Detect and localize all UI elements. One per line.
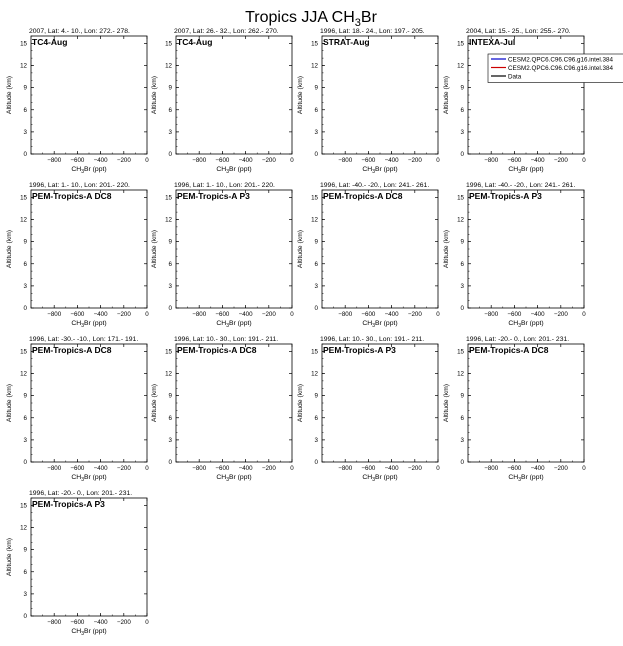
plot-frame (322, 344, 438, 462)
panel-header: 2007, Lat: 26.- 32., Lon: 262.- 270. (174, 28, 279, 35)
legend-label: CESM2.QPC6.C96.C96.g16.intel.384 (508, 64, 614, 72)
campaign-label: TC4-Aug (177, 37, 213, 47)
y-axis-label: Altitude (km) (297, 229, 304, 269)
y-tick-label: 12 (20, 370, 27, 378)
y-tick-label: 0 (168, 305, 172, 312)
x-tick-label: −800 (47, 157, 62, 164)
y-tick-label: 9 (23, 238, 27, 246)
x-axis-label: $CH_3Br$ (ppt) (216, 474, 252, 483)
x-tick-label: −800 (484, 157, 499, 164)
campaign-label: PEM-Tropics-A P3 (469, 191, 542, 201)
y-tick-label: 12 (457, 370, 464, 378)
panel-header: 1996, Lat: 1.- 10., Lon: 201.- 220. (174, 182, 275, 189)
y-tick-label: 0 (314, 305, 318, 312)
campaign-label: PEM-Tropics-A P3 (323, 345, 396, 355)
campaign-label: PEM-Tropics-A P3 (32, 499, 105, 509)
figure-title: Tropics JJA $CH_3Br$ (245, 9, 377, 29)
x-tick-label: 0 (290, 157, 294, 164)
y-tick-label: 3 (168, 128, 172, 136)
y-tick-label: 12 (165, 216, 172, 224)
y-axis-label: Altitude (km) (6, 229, 13, 269)
x-tick-label: 0 (290, 311, 294, 318)
x-tick-label: −600 (70, 157, 85, 164)
y-axis-label: Altitude (km) (151, 383, 158, 423)
x-tick-label: −400 (384, 465, 399, 472)
y-axis-label: Altitude (km) (297, 383, 304, 423)
x-tick-label: −600 (215, 157, 230, 164)
x-tick-label: −400 (238, 465, 253, 472)
chart-panel (297, 182, 440, 329)
x-tick-label: −800 (484, 311, 499, 318)
chart-panel (443, 28, 623, 175)
x-tick-label: −400 (93, 619, 108, 626)
x-tick-label: 0 (436, 157, 440, 164)
y-tick-label: 6 (23, 414, 27, 422)
y-tick-label: 6 (460, 414, 464, 422)
x-tick-label: 0 (145, 157, 149, 164)
y-axis-label: Altitude (km) (6, 537, 13, 577)
y-tick-label: 3 (23, 590, 27, 598)
x-axis-label: $CH_3Br$ (ppt) (71, 628, 107, 637)
y-axis-label: Altitude (km) (443, 75, 450, 115)
x-tick-label: −400 (530, 465, 545, 472)
x-axis-label: $CH_3Br$ (ppt) (216, 320, 252, 329)
y-tick-label: 12 (20, 524, 27, 532)
campaign-label: PEM-Tropics-A DC8 (177, 345, 257, 355)
y-axis-label: Altitude (km) (443, 383, 450, 423)
x-tick-label: −800 (192, 157, 207, 164)
chart-panel (297, 336, 440, 483)
plot-frame (468, 344, 584, 462)
y-tick-label: 3 (23, 128, 27, 136)
x-axis-label: $CH_3Br$ (ppt) (71, 474, 107, 483)
x-tick-label: 0 (145, 619, 149, 626)
x-tick-label: −600 (70, 465, 85, 472)
x-tick-label: 0 (145, 311, 149, 318)
y-tick-label: 0 (23, 613, 27, 620)
y-tick-label: 0 (23, 151, 27, 158)
y-tick-label: 3 (168, 436, 172, 444)
x-tick-label: −600 (361, 465, 376, 472)
y-tick-label: 3 (314, 282, 318, 290)
y-axis-label: Altitude (km) (443, 229, 450, 269)
y-tick-label: 15 (311, 348, 318, 356)
plot-frame (322, 36, 438, 154)
y-tick-label: 6 (168, 260, 172, 268)
y-tick-label: 6 (314, 260, 318, 268)
y-tick-label: 3 (314, 128, 318, 136)
campaign-label: STRAT-Aug (323, 37, 370, 47)
chart-panel (6, 182, 149, 329)
y-tick-label: 9 (314, 84, 318, 92)
chart-panel (6, 28, 149, 175)
x-tick-label: −400 (238, 311, 253, 318)
plot-frame (176, 36, 292, 154)
x-tick-label: −600 (215, 311, 230, 318)
y-tick-label: 12 (311, 62, 318, 70)
x-axis-label: $CH_3Br$ (ppt) (508, 320, 544, 329)
chart-panel (6, 336, 149, 483)
campaign-label: PEM-Tropics-A DC8 (32, 345, 112, 355)
plot-frame (176, 190, 292, 308)
x-tick-label: 0 (582, 311, 586, 318)
y-tick-label: 0 (314, 459, 318, 466)
y-tick-label: 0 (23, 459, 27, 466)
y-tick-label: 0 (168, 151, 172, 158)
legend-label: Data (508, 73, 522, 81)
x-tick-label: −600 (70, 619, 85, 626)
chart-panel (443, 336, 586, 483)
y-tick-label: 12 (457, 62, 464, 70)
y-tick-label: 6 (460, 106, 464, 114)
plot-frame (31, 36, 147, 154)
x-axis-label: $CH_3Br$ (ppt) (508, 166, 544, 175)
plot-frame (31, 498, 147, 616)
y-tick-label: 9 (314, 238, 318, 246)
panel-header: 1996, Lat: -20.- 0., Lon: 201.- 231. (29, 490, 133, 497)
y-tick-label: 3 (314, 436, 318, 444)
x-tick-label: −600 (507, 157, 522, 164)
x-tick-label: −800 (338, 465, 353, 472)
x-tick-label: −800 (484, 465, 499, 472)
y-tick-label: 9 (23, 392, 27, 400)
panel-header: 2007, Lat: 4.- 10., Lon: 272.- 278. (29, 28, 130, 35)
y-tick-label: 12 (165, 62, 172, 70)
y-tick-label: 15 (20, 348, 27, 356)
y-tick-label: 15 (311, 40, 318, 48)
x-tick-label: −600 (70, 311, 85, 318)
x-tick-label: −200 (553, 311, 568, 318)
x-tick-label: −800 (192, 311, 207, 318)
y-tick-label: 3 (168, 282, 172, 290)
x-axis-label: $CH_3Br$ (ppt) (71, 166, 107, 175)
x-tick-label: −200 (116, 619, 131, 626)
x-tick-label: −200 (116, 465, 131, 472)
x-axis-label: $CH_3Br$ (ppt) (362, 166, 398, 175)
x-tick-label: 0 (436, 465, 440, 472)
plot-frame (31, 190, 147, 308)
x-tick-label: −200 (407, 157, 422, 164)
campaign-label: INTEXA-Jul (469, 37, 516, 47)
campaign-label: PEM-Tropics-A DC8 (469, 345, 549, 355)
y-tick-label: 9 (168, 392, 172, 400)
x-tick-label: −200 (407, 465, 422, 472)
y-tick-label: 15 (457, 40, 464, 48)
y-tick-label: 15 (311, 194, 318, 202)
x-tick-label: −200 (553, 157, 568, 164)
y-tick-label: 3 (460, 128, 464, 136)
y-tick-label: 0 (460, 305, 464, 312)
y-tick-label: 12 (457, 216, 464, 224)
x-tick-label: 0 (582, 465, 586, 472)
chart-panel (6, 490, 149, 637)
x-tick-label: −200 (261, 311, 276, 318)
y-tick-label: 0 (23, 305, 27, 312)
y-tick-label: 3 (23, 436, 27, 444)
x-axis-label: $CH_3Br$ (ppt) (362, 320, 398, 329)
x-tick-label: −400 (530, 157, 545, 164)
panel-header: 1996, Lat: -30.- -10., Lon: 171.- 191. (29, 336, 139, 343)
x-tick-label: −400 (93, 465, 108, 472)
x-axis-label: $CH_3Br$ (ppt) (71, 320, 107, 329)
y-tick-label: 12 (311, 370, 318, 378)
y-tick-label: 15 (165, 40, 172, 48)
y-tick-label: 12 (165, 370, 172, 378)
panel-header: 1996, Lat: -20.- 0., Lon: 201.- 231. (466, 336, 570, 343)
y-tick-label: 15 (457, 194, 464, 202)
y-tick-label: 9 (23, 84, 27, 92)
plot-frame (176, 344, 292, 462)
y-tick-label: 9 (460, 392, 464, 400)
y-tick-label: 6 (314, 414, 318, 422)
x-tick-label: −600 (507, 311, 522, 318)
campaign-label: PEM-Tropics-A P3 (177, 191, 250, 201)
y-tick-label: 0 (460, 151, 464, 158)
y-tick-label: 6 (314, 106, 318, 114)
y-tick-label: 6 (168, 106, 172, 114)
x-tick-label: −800 (338, 157, 353, 164)
legend-label: CESM2.QPC6.C96.C96.g16.intel.384 (508, 56, 614, 64)
y-tick-label: 12 (20, 216, 27, 224)
y-tick-label: 3 (460, 436, 464, 444)
x-tick-label: −400 (384, 311, 399, 318)
x-tick-label: −800 (47, 465, 62, 472)
chart-panel (443, 182, 586, 329)
y-tick-label: 15 (20, 502, 27, 510)
y-tick-label: 0 (168, 459, 172, 466)
y-tick-label: 9 (168, 84, 172, 92)
x-tick-label: 0 (436, 311, 440, 318)
y-tick-label: 3 (460, 282, 464, 290)
x-tick-label: −800 (338, 311, 353, 318)
panel-header: 1996, Lat: 18.- 24., Lon: 197.- 205. (320, 28, 425, 35)
x-tick-label: −200 (261, 157, 276, 164)
x-tick-label: −200 (116, 311, 131, 318)
x-tick-label: −800 (47, 311, 62, 318)
y-tick-label: 9 (168, 238, 172, 246)
plot-frame (31, 344, 147, 462)
y-tick-label: 15 (457, 348, 464, 356)
x-tick-label: 0 (582, 157, 586, 164)
y-tick-label: 15 (165, 348, 172, 356)
panel-header: 2004, Lat: 15.- 25., Lon: 255.- 270. (466, 28, 571, 35)
campaign-label: PEM-Tropics-A DC8 (32, 191, 112, 201)
x-tick-label: −600 (215, 465, 230, 472)
chart-panel (297, 28, 440, 175)
y-tick-label: 15 (20, 194, 27, 202)
x-tick-label: −200 (116, 157, 131, 164)
plot-frame (322, 190, 438, 308)
x-tick-label: −400 (384, 157, 399, 164)
legend (488, 54, 623, 83)
x-tick-label: −800 (192, 465, 207, 472)
x-tick-label: −800 (47, 619, 62, 626)
x-axis-label: $CH_3Br$ (ppt) (216, 166, 252, 175)
y-tick-label: 0 (314, 151, 318, 158)
x-tick-label: −600 (361, 311, 376, 318)
chart-panel (151, 182, 294, 329)
panel-header: 1996, Lat: 10.- 30., Lon: 191.- 211. (174, 336, 279, 343)
y-tick-label: 0 (460, 459, 464, 466)
y-tick-label: 15 (20, 40, 27, 48)
y-axis-label: Altitude (km) (151, 75, 158, 115)
y-axis-label: Altitude (km) (6, 75, 13, 115)
y-tick-label: 9 (460, 84, 464, 92)
x-tick-label: −600 (361, 157, 376, 164)
x-tick-label: −200 (553, 465, 568, 472)
panel-header: 1996, Lat: 1.- 10., Lon: 201.- 220. (29, 182, 130, 189)
x-tick-label: −400 (93, 157, 108, 164)
x-tick-label: −200 (261, 465, 276, 472)
panel-header: 1996, Lat: 10.- 30., Lon: 191.- 211. (320, 336, 425, 343)
y-tick-label: 6 (168, 414, 172, 422)
y-tick-label: 9 (460, 238, 464, 246)
y-tick-label: 6 (23, 260, 27, 268)
y-axis-label: Altitude (km) (6, 383, 13, 423)
y-tick-label: 6 (23, 106, 27, 114)
plot-frame (468, 190, 584, 308)
x-tick-label: −200 (407, 311, 422, 318)
y-tick-label: 6 (460, 260, 464, 268)
y-tick-label: 12 (311, 216, 318, 224)
y-axis-label: Altitude (km) (297, 75, 304, 115)
y-tick-label: 3 (23, 282, 27, 290)
y-tick-label: 15 (165, 194, 172, 202)
campaign-label: TC4-Aug (32, 37, 68, 47)
y-axis-label: Altitude (km) (151, 229, 158, 269)
y-tick-label: 6 (23, 568, 27, 576)
x-tick-label: −600 (507, 465, 522, 472)
x-tick-label: −400 (238, 157, 253, 164)
chart-panel (151, 336, 294, 483)
x-axis-label: $CH_3Br$ (ppt) (362, 474, 398, 483)
x-tick-label: −400 (530, 311, 545, 318)
panel-header: 1996, Lat: -40.- -20., Lon: 241.- 261. (320, 182, 430, 189)
campaign-label: PEM-Tropics-A DC8 (323, 191, 403, 201)
panel-header: 1996, Lat: -40.- -20., Lon: 241.- 261. (466, 182, 576, 189)
x-tick-label: 0 (145, 465, 149, 472)
chart-panel (151, 28, 294, 175)
x-tick-label: 0 (290, 465, 294, 472)
x-axis-label: $CH_3Br$ (ppt) (508, 474, 544, 483)
x-tick-label: −400 (93, 311, 108, 318)
y-tick-label: 12 (20, 62, 27, 70)
y-tick-label: 9 (314, 392, 318, 400)
y-tick-label: 9 (23, 546, 27, 554)
